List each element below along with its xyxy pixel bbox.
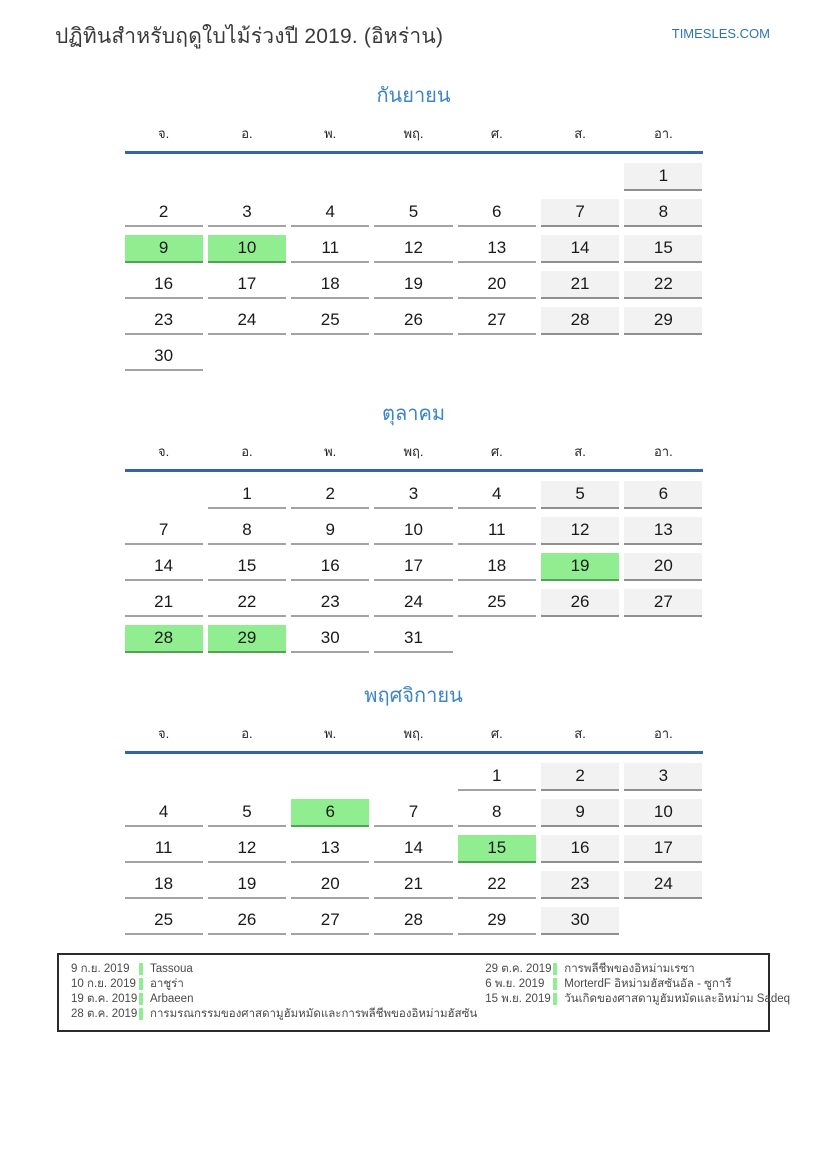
weekday-header: ส.: [574, 126, 586, 141]
weekday-header: อา.: [653, 444, 673, 459]
legend-entry-label: การพลีชีพของอิหม่ามเรซา: [564, 963, 695, 975]
empty-cell: [125, 481, 203, 507]
weekday-header: จ.: [158, 444, 170, 459]
day-cell: 5: [208, 799, 286, 827]
day-cell: 27: [458, 307, 536, 335]
day-cell: 29: [624, 307, 702, 335]
empty-cell: [208, 763, 286, 789]
weekday-header: ส.: [574, 444, 586, 459]
day-cell: 15: [208, 553, 286, 581]
day-cell: 23: [291, 589, 369, 617]
day-cell: 26: [374, 307, 452, 335]
legend-entry: [485, 977, 790, 991]
day-cell: 14: [374, 835, 452, 863]
legend-entry-date: 19 ต.ค. 2019: [71, 993, 138, 1005]
empty-cell: [374, 343, 452, 369]
day-cell: 10: [208, 235, 286, 263]
day-cell: 14: [541, 235, 619, 263]
legend-entry-label: Tassoua: [150, 963, 193, 975]
day-cell: 14: [125, 553, 203, 581]
day-cell: 12: [541, 517, 619, 545]
day-cell: 7: [541, 199, 619, 227]
day-cell: 23: [125, 307, 203, 335]
weekday-header: ศ.: [490, 444, 503, 459]
legend-entry-date: 10 ก.ย. 2019: [71, 978, 136, 990]
day-cell: 19: [541, 553, 619, 581]
day-cell: 11: [291, 235, 369, 263]
weekday-header: อา.: [653, 726, 673, 741]
day-cell: 9: [291, 517, 369, 545]
legend-entry-date: 6 พ.ย. 2019: [485, 978, 545, 990]
holiday-color-bar-icon: [139, 993, 143, 1005]
page-header: [0, 0, 827, 53]
day-cell: 30: [541, 907, 619, 935]
legend-column-right: [485, 962, 790, 1021]
day-cell: 4: [125, 799, 203, 827]
weekday-header: จ.: [158, 726, 170, 741]
empty-cell: [541, 343, 619, 369]
day-cell: 18: [291, 271, 369, 299]
day-cell: 20: [291, 871, 369, 899]
weekday-header: อ.: [241, 126, 253, 141]
day-cell: 4: [458, 481, 536, 509]
day-cell: 22: [208, 589, 286, 617]
day-cell: 6: [624, 481, 702, 509]
empty-cell: [125, 763, 203, 789]
weekday-header: พ.: [324, 444, 337, 459]
weeks-grid: [125, 163, 703, 371]
weekday-header: อ.: [241, 444, 253, 459]
weekday-header: อา.: [653, 126, 673, 141]
weekday-header: พ.: [324, 726, 337, 741]
day-cell: 13: [624, 517, 702, 545]
legend-entry-date: 28 ต.ค. 2019: [71, 1008, 138, 1020]
legend-entry: [71, 992, 477, 1006]
day-cell: 25: [458, 589, 536, 617]
day-cell: 24: [374, 589, 452, 617]
day-cell: 23: [541, 871, 619, 899]
header-rule: [125, 751, 703, 754]
weekday-header-row: [125, 441, 703, 469]
day-cell: 8: [208, 517, 286, 545]
day-cell: 2: [291, 481, 369, 509]
weekday-header-row: [125, 723, 703, 751]
weekday-header: ศ.: [490, 726, 503, 741]
day-cell: 9: [541, 799, 619, 827]
weekday-header: พฤ.: [403, 126, 424, 141]
legend-entry-label: การมรณกรรมของศาสดามูฮัมหมัดและการพลีชีพของอิหม่ามฮัสซัน: [150, 1008, 478, 1020]
holiday-color-bar-icon: [553, 963, 557, 975]
header-rule: [125, 469, 703, 472]
month-section: [125, 79, 703, 371]
empty-cell: [374, 163, 452, 189]
day-cell: 20: [624, 553, 702, 581]
day-cell: 19: [208, 871, 286, 899]
empty-cell: [374, 763, 452, 789]
legend-entry-label: MorterdF อิหม่ามฮัสซันอัล - ซูการี: [564, 978, 732, 990]
day-cell: 12: [374, 235, 452, 263]
legend-entry-label: Arbaeen: [150, 993, 194, 1005]
day-cell: 3: [374, 481, 452, 509]
legend-entry: [71, 962, 477, 976]
month-section: [125, 679, 703, 935]
day-cell: 28: [125, 625, 203, 653]
day-cell: 16: [291, 553, 369, 581]
day-cell: 28: [374, 907, 452, 935]
empty-cell: [624, 343, 702, 369]
weeks-grid: [125, 763, 703, 935]
empty-cell: [458, 343, 536, 369]
day-cell: 27: [291, 907, 369, 935]
weekday-header: อ.: [241, 726, 253, 741]
legend-entry: [71, 1007, 477, 1021]
day-cell: 19: [374, 271, 452, 299]
weekday-header: ส.: [574, 726, 586, 741]
empty-cell: [291, 343, 369, 369]
day-cell: 11: [125, 835, 203, 863]
weekday-header: พ.: [324, 126, 337, 141]
empty-cell: [208, 343, 286, 369]
day-cell: 17: [374, 553, 452, 581]
day-cell: 5: [374, 199, 452, 227]
day-cell: 13: [458, 235, 536, 263]
day-cell: 13: [291, 835, 369, 863]
day-cell: 29: [208, 625, 286, 653]
day-cell: 1: [624, 163, 702, 191]
month-title: กันยายน: [376, 85, 451, 107]
day-cell: 21: [541, 271, 619, 299]
empty-cell: [541, 625, 619, 651]
day-cell: 15: [624, 235, 702, 263]
day-cell: 4: [291, 199, 369, 227]
day-cell: 26: [541, 589, 619, 617]
day-cell: 21: [374, 871, 452, 899]
header-rule: [125, 151, 703, 154]
day-cell: 16: [125, 271, 203, 299]
empty-cell: [624, 625, 702, 651]
day-cell: 7: [125, 517, 203, 545]
day-cell: 17: [208, 271, 286, 299]
legend-entry-date: 9 ก.ย. 2019: [71, 963, 130, 975]
weekday-header: พฤ.: [403, 444, 424, 459]
legend-entry: [485, 992, 790, 1006]
empty-cell: [291, 163, 369, 189]
empty-cell: [458, 163, 536, 189]
empty-cell: [458, 625, 536, 651]
day-cell: 25: [125, 907, 203, 935]
day-cell: 17: [624, 835, 702, 863]
holiday-color-bar-icon: [139, 963, 143, 975]
legend-column-left: [71, 962, 477, 1021]
day-cell: 15: [458, 835, 536, 863]
day-cell: 24: [624, 871, 702, 899]
legend-entry-label: วันเกิดของศาสดามูฮัมหมัดและอิหม่าม Sadeq: [564, 993, 791, 1005]
day-cell: 16: [541, 835, 619, 863]
legend-entry: [485, 962, 790, 976]
day-cell: 3: [624, 763, 702, 791]
day-cell: 30: [125, 343, 203, 371]
site-link[interactable]: TIMESLES.COM: [671, 26, 770, 41]
holiday-color-bar-icon: [139, 1008, 143, 1020]
day-cell: 26: [208, 907, 286, 935]
calendar-months: [0, 79, 827, 935]
day-cell: 10: [374, 517, 452, 545]
day-cell: 22: [624, 271, 702, 299]
day-cell: 8: [624, 199, 702, 227]
day-cell: 18: [125, 871, 203, 899]
day-cell: 20: [458, 271, 536, 299]
weekday-header: จ.: [158, 126, 170, 141]
legend-entry: [71, 977, 477, 991]
day-cell: 6: [291, 799, 369, 827]
day-cell: 1: [458, 763, 536, 791]
day-cell: 22: [458, 871, 536, 899]
empty-cell: [208, 163, 286, 189]
day-cell: 12: [208, 835, 286, 863]
day-cell: 21: [125, 589, 203, 617]
holiday-color-bar-icon: [553, 993, 557, 1005]
day-cell: 18: [458, 553, 536, 581]
day-cell: 29: [458, 907, 536, 935]
weekday-header-row: [125, 123, 703, 151]
legend-entry-date: 15 พ.ย. 2019: [485, 993, 551, 1005]
day-cell: 30: [291, 625, 369, 653]
day-cell: 10: [624, 799, 702, 827]
page-title: ปฏิทินสำหรับฤดูใบไม้ร่วงปี 2019. (อิหร่าน): [55, 25, 444, 48]
empty-cell: [291, 763, 369, 789]
day-cell: 2: [541, 763, 619, 791]
day-cell: 2: [125, 199, 203, 227]
legend-entry-label: อาชูร่า: [150, 978, 184, 990]
month-title: ตุลาคม: [381, 403, 446, 425]
day-cell: 25: [291, 307, 369, 335]
empty-cell: [125, 163, 203, 189]
day-cell: 6: [458, 199, 536, 227]
day-cell: 24: [208, 307, 286, 335]
legend: [57, 953, 791, 1032]
day-cell: 11: [458, 517, 536, 545]
holiday-color-bar-icon: [139, 978, 143, 990]
day-cell: 1: [208, 481, 286, 509]
month-section: [125, 397, 703, 653]
day-cell: 5: [541, 481, 619, 509]
day-cell: 7: [374, 799, 452, 827]
legend-entry-date: 29 ต.ค. 2019: [485, 963, 552, 975]
empty-cell: [541, 163, 619, 189]
empty-cell: [624, 907, 702, 933]
weeks-grid: [125, 481, 703, 653]
weekday-header: ศ.: [490, 126, 503, 141]
day-cell: 9: [125, 235, 203, 263]
day-cell: 3: [208, 199, 286, 227]
holiday-color-bar-icon: [553, 978, 557, 990]
weekday-header: พฤ.: [403, 726, 424, 741]
month-title: พฤศจิกายน: [364, 685, 463, 707]
day-cell: 28: [541, 307, 619, 335]
day-cell: 8: [458, 799, 536, 827]
day-cell: 27: [624, 589, 702, 617]
day-cell: 31: [374, 625, 452, 653]
